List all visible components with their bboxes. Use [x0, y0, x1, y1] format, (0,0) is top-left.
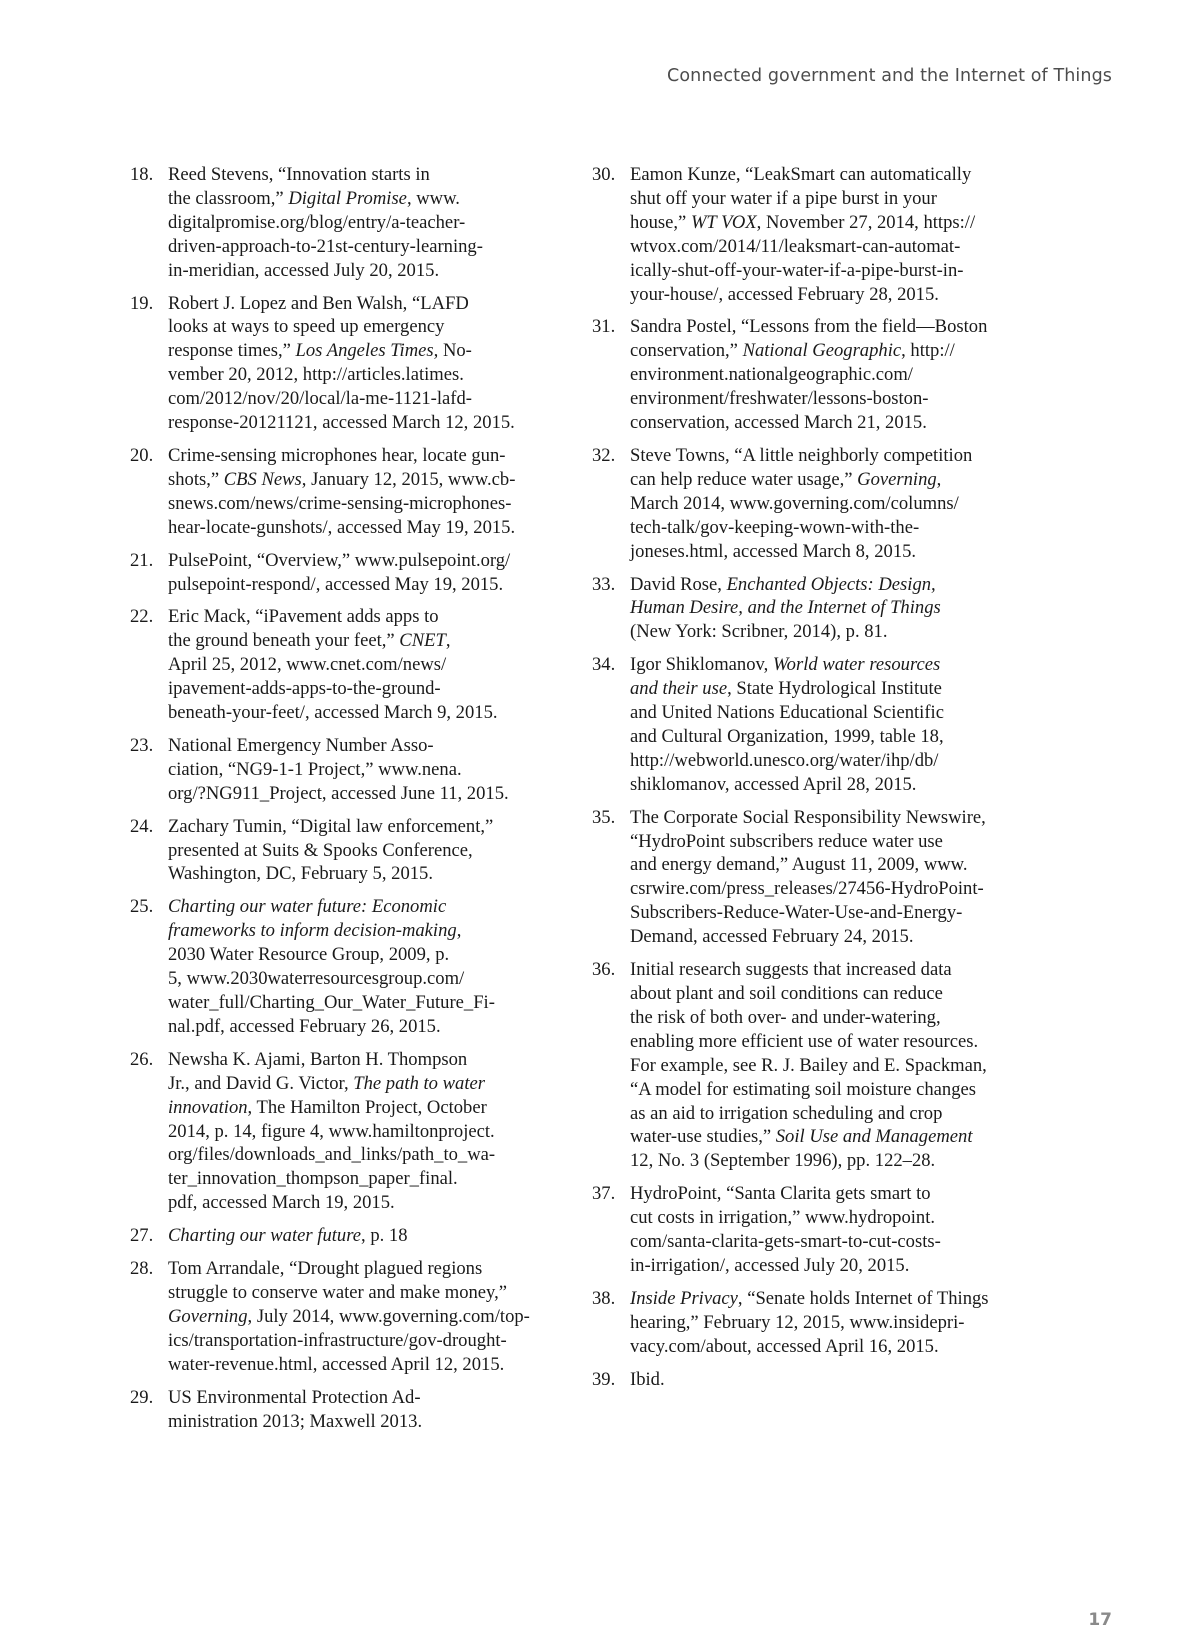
endnote-segment: 2014, p. 14, figure 4, www.hamiltonproject.: [168, 1120, 495, 1142]
endnote-segment: and Cultural Organization, 1999, table 18,: [630, 725, 944, 747]
endnote-line: [168, 363, 560, 387]
endnote-segment: , January 12, 2015, www.cb-: [301, 468, 516, 490]
endnote-segment: (New York: Scribner, 2014), p. 81.: [630, 621, 888, 643]
endnotes-right-column: [592, 163, 1022, 1401]
endnote-italic-title: Charting our water future: [168, 1225, 362, 1247]
endnote-number: 32.: [592, 444, 616, 466]
endnote-segment: http://webworld.unesco.org/water/ihp/db/: [630, 749, 939, 771]
endnote-segment: environment/freshwater/lessons-boston-: [630, 388, 929, 410]
endnote-text: [168, 1257, 560, 1377]
endnote-text: [168, 605, 560, 725]
endnote-segment: house,”: [630, 211, 691, 233]
endnote-item: [130, 444, 560, 540]
endnote-number: 31.: [592, 316, 616, 338]
endnote-segment: shots,”: [168, 468, 224, 490]
endnote-line: [630, 1311, 1022, 1335]
endnote-segment: Subscribers-Reduce-Water-Use-and-Energy-: [630, 902, 963, 924]
endnote-segment: hear-locate-gunshots/, accessed May 19, 2015.: [168, 516, 516, 538]
endnote-segment: nal.pdf, accessed February 26, 2015.: [168, 1015, 441, 1037]
endnote-item: [130, 1386, 560, 1434]
endnote-italic-title: Inside Privacy: [630, 1287, 738, 1309]
endnote-segment: ,: [456, 920, 462, 942]
endnote-segment: ics/transportation-infrastructure/gov-drought-: [168, 1329, 507, 1351]
endnote-segment: shiklomanov, accessed April 28, 2015.: [630, 773, 917, 795]
endnote-line: [630, 925, 1022, 949]
endnote-line: [168, 339, 560, 363]
endnote-segment: Newsha K. Ajami, Barton H. Thompson: [168, 1048, 468, 1070]
endnote-segment: vember 20, 2012, http://articles.latimes.: [168, 364, 464, 386]
endnote-segment: digitalpromise.org/blog/entry/a-teacher-: [168, 211, 466, 233]
endnote-line: [630, 1006, 1022, 1030]
endnote-text: [630, 1182, 1022, 1278]
endnote-line: [630, 387, 1022, 411]
endnote-text: [630, 806, 1022, 949]
endnote-segment: Eamon Kunze, “LeakSmart can automatically: [630, 164, 972, 185]
endnote-segment: the risk of both over- and under-watering,: [630, 1006, 941, 1028]
endnote-item: [130, 163, 560, 283]
endnote-number: 26.: [130, 1048, 154, 1070]
endnote-italic-title: innovation: [168, 1096, 248, 1118]
endnote-line: [630, 411, 1022, 435]
endnote-segment: can help reduce water usage,”: [630, 468, 858, 490]
endnote-segment: pulsepoint-respond/, accessed May 19, 2015.: [168, 573, 504, 595]
endnote-item: [592, 315, 1022, 435]
endnote-line: [630, 749, 1022, 773]
endnote-italic-title: National Geographic: [742, 340, 902, 362]
endnote-item: [130, 605, 560, 725]
endnote-segment: 2030 Water Resource Group, 2009, p.: [168, 944, 450, 966]
endnote-segment: The Corporate Social Responsibility Newswire,: [630, 806, 986, 828]
endnote-number: 22.: [130, 606, 154, 628]
endnote-segment: 5, www.2030waterresourcesgroup.com/: [168, 968, 465, 990]
endnote-line: [630, 1054, 1022, 1078]
endnote-segment: joneses.html, accessed March 8, 2015.: [630, 540, 917, 562]
endnote-text: [630, 573, 1022, 645]
endnote-segment: Steve Towns, “A little neighborly competition: [630, 444, 973, 466]
endnote-segment: PulsePoint, “Overview,” www.pulsepoint.org/: [168, 549, 511, 571]
endnote-segment: conservation,”: [630, 340, 743, 362]
endnote-line: [630, 1078, 1022, 1102]
endnote-italic-title: Charting our water future: Economic: [168, 896, 447, 918]
endnote-segment: presented at Suits & Spooks Conference,: [168, 839, 473, 861]
endnote-segment: and energy demand,” August 11, 2009, www.: [630, 854, 968, 876]
endnote-segment: ipavement-adds-apps-to-the-ground-: [168, 678, 441, 700]
endnote-segment: Eric Mack, “iPavement adds apps to: [168, 606, 439, 628]
endnote-text: [630, 1368, 1022, 1392]
endnote-item: [130, 292, 560, 435]
endnote-text: [630, 163, 1022, 306]
endnote-segment: response-20121121, accessed March 12, 2015.: [168, 412, 515, 434]
endnote-line: [630, 163, 1022, 187]
endnote-segment: Igor Shiklomanov,: [630, 654, 773, 676]
endnote-line: [168, 1257, 560, 1281]
endnote-italic-title: Los Angeles Times,: [295, 340, 439, 362]
endnote-number: 23.: [130, 734, 154, 756]
endnote-line: [168, 1120, 560, 1144]
endnote-line: [630, 1206, 1022, 1230]
endnote-line: [168, 492, 560, 516]
endnote-item: [130, 734, 560, 806]
endnote-italic-title: Enchanted Objects: Design,: [726, 573, 936, 595]
endnote-segment: vacy.com/about, accessed April 16, 2015.: [630, 1335, 939, 1357]
endnote-line: [630, 1030, 1022, 1054]
endnote-item: [592, 1287, 1022, 1359]
endnote-line: [630, 677, 1022, 701]
endnote-segment: ministration 2013; Maxwell 2013.: [168, 1410, 423, 1432]
endnote-line: [630, 468, 1022, 492]
endnote-line: [630, 235, 1022, 259]
endnote-line: [168, 259, 560, 283]
endnote-segment: cut costs in irrigation,” www.hydropoint.: [630, 1207, 936, 1229]
endnote-segment: driven-approach-to-21st-century-learning-: [168, 235, 483, 257]
endnote-number: 29.: [130, 1386, 154, 1408]
endnote-segment: Demand, accessed February 24, 2015.: [630, 926, 914, 948]
endnote-line: [168, 292, 560, 316]
endnote-line: [168, 653, 560, 677]
endnote-number: 27.: [130, 1225, 154, 1247]
endnote-line: [168, 549, 560, 573]
endnote-italic-title: WT VOX: [690, 211, 757, 233]
endnote-line: [168, 163, 560, 187]
endnote-text: [168, 734, 560, 806]
endnote-line: [168, 411, 560, 435]
endnote-number: 19.: [130, 292, 154, 314]
endnote-line: [168, 444, 560, 468]
endnote-item: [130, 1224, 560, 1248]
endnote-line: [168, 1048, 560, 1072]
endnote-segment: Washington, DC, February 5, 2015.: [168, 863, 433, 885]
endnote-segment: org/files/downloads_and_links/path_to_wa-: [168, 1144, 496, 1166]
endnote-segment: tech-talk/gov-keeping-wown-with-the-: [630, 516, 920, 538]
endnote-segment: HydroPoint, “Santa Clarita gets smart to: [630, 1183, 931, 1205]
endnote-line: [168, 782, 560, 806]
endnote-line: [630, 211, 1022, 235]
endnote-italic-title: Governing: [168, 1305, 248, 1327]
endnote-line: [630, 540, 1022, 564]
endnote-line: [168, 573, 560, 597]
endnote-line: [630, 1335, 1022, 1359]
endnote-number: 28.: [130, 1258, 154, 1280]
endnote-segment: ciation, “NG9-1-1 Project,” www.nena.: [168, 758, 462, 780]
endnote-segment: response times,”: [168, 340, 296, 362]
endnote-text: [630, 444, 1022, 564]
endnote-line: [630, 516, 1022, 540]
endnote-segment: about plant and soil conditions can reduce: [630, 983, 943, 1004]
endnote-italic-title: CNET: [399, 630, 446, 652]
endnote-segment: David Rose,: [630, 573, 727, 595]
endnote-line: [168, 1191, 560, 1215]
endnote-line: [168, 387, 560, 411]
endnote-line: [168, 734, 560, 758]
endnote-line: [168, 1143, 560, 1167]
endnote-text: [630, 653, 1022, 796]
endnote-item: [592, 958, 1022, 1173]
endnote-line: [630, 1125, 1022, 1149]
endnote-segment: snews.com/news/crime-sensing-microphones-: [168, 492, 512, 514]
endnote-italic-title: Soil Use and Management: [775, 1126, 973, 1148]
endnote-segment: Robert J. Lopez and Ben Walsh, “LAFD: [168, 292, 469, 314]
endnote-segment: , State Hydrological Institute: [727, 678, 942, 700]
endnote-segment: in-meridian, accessed July 20, 2015.: [168, 259, 440, 281]
endnote-segment: Tom Arrandale, “Drought plagued regions: [168, 1258, 483, 1280]
endnote-segment: in-irrigation/, accessed July 20, 2015.: [630, 1254, 910, 1276]
endnote-italic-title: World water resources: [772, 654, 941, 676]
endnote-segment: environment.nationalgeographic.com/: [630, 364, 913, 386]
endnote-segment: March 2014, www.governing.com/columns/: [630, 492, 959, 514]
endnote-line: [168, 1305, 560, 1329]
endnote-text: [630, 315, 1022, 435]
endnote-text: [168, 549, 560, 597]
endnote-number: 21.: [130, 549, 154, 571]
endnote-line: [168, 815, 560, 839]
endnote-segment: Crime-sensing microphones hear, locate gun-: [168, 444, 506, 466]
endnote-segment: Zachary Tumin, “Digital law enforcement,”: [168, 815, 494, 837]
endnote-line: [630, 1230, 1022, 1254]
endnote-number: 18.: [130, 164, 154, 185]
endnote-line: [630, 877, 1022, 901]
endnote-segment: Initial research suggests that increased data: [630, 959, 952, 981]
endnote-line: [168, 862, 560, 886]
endnote-line: [630, 315, 1022, 339]
endnote-line: [168, 187, 560, 211]
endnote-text: [168, 895, 560, 1038]
endnote-number: 24.: [130, 815, 154, 837]
endnote-segment: , www.: [406, 187, 460, 209]
endnote-line: [630, 1102, 1022, 1126]
endnote-line: [168, 991, 560, 1015]
endnote-segment: Ibid.: [630, 1368, 665, 1390]
endnote-item: [592, 444, 1022, 564]
endnote-item: [592, 163, 1022, 306]
endnote-segment: “HydroPoint subscribers reduce water use: [630, 830, 943, 852]
endnote-text: [168, 444, 560, 540]
endnote-line: [630, 1254, 1022, 1278]
endnote-segment: , November 27, 2014, https://: [756, 211, 976, 233]
endnote-segment: wtvox.com/2014/11/leaksmart-can-automat-: [630, 235, 961, 257]
endnote-line: [168, 235, 560, 259]
endnote-item: [130, 815, 560, 887]
endnote-item: [592, 806, 1022, 949]
endnote-line: [168, 919, 560, 943]
endnote-italic-title: Governing: [857, 468, 937, 490]
endnote-line: [168, 758, 560, 782]
endnote-segment: “A model for estimating soil moisture changes: [630, 1078, 976, 1100]
endnote-segment: enabling more efficient use of water resources.: [630, 1030, 979, 1052]
endnote-line: [630, 283, 1022, 307]
endnote-line: [168, 1281, 560, 1305]
endnote-segment: , p. 18: [361, 1225, 408, 1247]
endnote-line: [630, 620, 1022, 644]
endnote-line: [168, 1096, 560, 1120]
page-number: 17: [1088, 1610, 1112, 1630]
endnote-segment: shut off your water if a pipe burst in your: [630, 187, 937, 209]
endnote-line: [630, 806, 1022, 830]
endnote-line: [168, 943, 560, 967]
endnote-line: [168, 1072, 560, 1096]
endnote-line: [168, 1329, 560, 1353]
endnote-segment: hearing,” February 12, 2015, www.insidepri-: [630, 1311, 965, 1333]
endnote-line: [168, 1167, 560, 1191]
endnote-line: [630, 830, 1022, 854]
endnote-text: [168, 1224, 560, 1248]
endnote-number: 39.: [592, 1368, 616, 1390]
endnote-item: [130, 1048, 560, 1215]
endnote-line: [168, 516, 560, 540]
endnote-line: [168, 895, 560, 919]
endnote-item: [592, 653, 1022, 796]
endnote-number: 33.: [592, 573, 616, 595]
endnote-segment: Sandra Postel, “Lessons from the field—Boston: [630, 316, 988, 338]
endnote-segment: For example, see R. J. Bailey and E. Spackman,: [630, 1054, 987, 1076]
endnote-segment: org/?NG911_Project, accessed June 11, 2015.: [168, 782, 509, 804]
endnote-segment: No-: [438, 340, 472, 362]
endnote-segment: pdf, accessed March 19, 2015.: [168, 1192, 395, 1214]
endnote-segment: Reed Stevens, “Innovation starts in: [168, 164, 430, 185]
endnote-segment: ,: [936, 468, 942, 490]
endnote-line: [630, 901, 1022, 925]
endnote-text: [168, 815, 560, 887]
endnotes-left-column: [130, 163, 560, 1442]
endnote-segment: water_full/Charting_Our_Water_Future_Fi-: [168, 992, 495, 1013]
endnote-item: [592, 1368, 1022, 1392]
endnote-segment: and United Nations Educational Scientific: [630, 702, 944, 724]
endnote-segment: your-house/, accessed February 28, 2015.: [630, 283, 939, 305]
endnote-segment: com/2012/nov/20/local/la-me-1121-lafd-: [168, 388, 472, 410]
endnote-text: [168, 1048, 560, 1215]
endnote-line: [168, 677, 560, 701]
endnote-item: [130, 895, 560, 1038]
endnote-segment: the classroom,”: [168, 187, 289, 209]
endnote-line: [168, 1386, 560, 1410]
endnote-line: [168, 701, 560, 725]
endnote-line: [630, 853, 1022, 877]
endnote-segment: , July 2014, www.governing.com/top-: [247, 1305, 530, 1327]
endnote-line: [168, 1224, 560, 1248]
endnote-segment: ,: [445, 630, 451, 652]
endnote-number: 25.: [130, 896, 154, 918]
endnote-number: 36.: [592, 959, 616, 981]
endnote-number: 38.: [592, 1287, 616, 1309]
endnote-line: [630, 573, 1022, 597]
endnote-italic-title: Human Desire, and the Internet of Things: [630, 597, 941, 619]
endnote-segment: conservation, accessed March 21, 2015.: [630, 412, 927, 434]
endnote-line: [630, 1287, 1022, 1311]
endnote-italic-title: and their use: [630, 678, 728, 700]
endnote-segment: , http://: [901, 340, 955, 362]
endnote-segment: csrwire.com/press_releases/27456-HydroPoint-: [630, 878, 984, 900]
endnote-text: [168, 163, 560, 283]
endnote-segment: the ground beneath your feet,”: [168, 630, 400, 652]
running-header-title: Connected government and the Internet of Things: [667, 66, 1112, 86]
endnote-item: [130, 1257, 560, 1377]
endnote-line: [630, 444, 1022, 468]
endnote-line: [630, 1149, 1022, 1173]
endnote-line: [630, 492, 1022, 516]
endnote-line: [630, 958, 1022, 982]
endnote-text: [168, 1386, 560, 1434]
endnote-segment: Jr., and David G. Victor,: [168, 1072, 354, 1094]
endnote-line: [630, 653, 1022, 677]
endnote-line: [630, 596, 1022, 620]
endnote-segment: ter_innovation_thompson_paper_final.: [168, 1168, 458, 1190]
endnote-line: [630, 187, 1022, 211]
endnote-number: 34.: [592, 654, 616, 676]
endnote-segment: 12, No. 3 (September 1996), pp. 122–28.: [630, 1150, 936, 1172]
endnote-segment: , “Senate holds Internet of Things: [737, 1287, 989, 1309]
endnote-line: [168, 629, 560, 653]
endnote-number: 30.: [592, 164, 616, 185]
endnote-number: 20.: [130, 444, 154, 466]
endnote-line: [630, 259, 1022, 283]
endnote-italic-title: Digital Promise: [288, 187, 407, 209]
endnote-line: [630, 339, 1022, 363]
endnote-number: 37.: [592, 1183, 616, 1205]
endnote-line: [168, 211, 560, 235]
endnote-segment: US Environmental Protection Ad-: [168, 1386, 421, 1408]
endnote-item: [592, 573, 1022, 645]
endnote-italic-title: frameworks to inform decision-making: [168, 920, 457, 942]
endnote-line: [168, 1353, 560, 1377]
endnote-italic-title: CBS News: [223, 468, 302, 490]
endnote-text: [630, 958, 1022, 1173]
endnote-segment: struggle to conserve water and make money,”: [168, 1281, 508, 1303]
endnote-italic-title: The path to water: [353, 1072, 485, 1094]
endnote-line: [630, 1182, 1022, 1206]
endnote-item: [592, 1182, 1022, 1278]
endnote-line: [630, 982, 1022, 1006]
endnote-line: [630, 1368, 1022, 1392]
endnote-line: [630, 701, 1022, 725]
endnote-line: [630, 773, 1022, 797]
endnote-segment: com/santa-clarita-gets-smart-to-cut-costs-: [630, 1231, 941, 1253]
endnote-number: 35.: [592, 806, 616, 828]
endnote-segment: water-use studies,”: [630, 1126, 776, 1148]
endnote-text: [630, 1287, 1022, 1359]
endnote-line: [630, 363, 1022, 387]
endnote-segment: National Emergency Number Asso-: [168, 734, 434, 756]
endnote-item: [130, 549, 560, 597]
endnote-line: [630, 725, 1022, 749]
endnote-line: [168, 468, 560, 492]
endnote-segment: beneath-your-feet/, accessed March 9, 2015.: [168, 702, 498, 724]
endnote-segment: as an aid to irrigation scheduling and crop: [630, 1102, 943, 1124]
endnote-line: [168, 1015, 560, 1039]
endnote-segment: April 25, 2012, www.cnet.com/news/: [168, 654, 447, 676]
endnote-text: [168, 292, 560, 435]
endnote-line: [168, 839, 560, 863]
endnote-line: [168, 605, 560, 629]
endnote-line: [168, 315, 560, 339]
endnote-line: [168, 967, 560, 991]
endnote-line: [168, 1410, 560, 1434]
endnote-segment: looks at ways to speed up emergency: [168, 316, 445, 338]
endnote-segment: , The Hamilton Project, October: [247, 1096, 487, 1118]
endnote-segment: ically-shut-off-your-water-if-a-pipe-burst-in-: [630, 259, 964, 281]
endnote-segment: water-revenue.html, accessed April 12, 2015.: [168, 1353, 505, 1375]
